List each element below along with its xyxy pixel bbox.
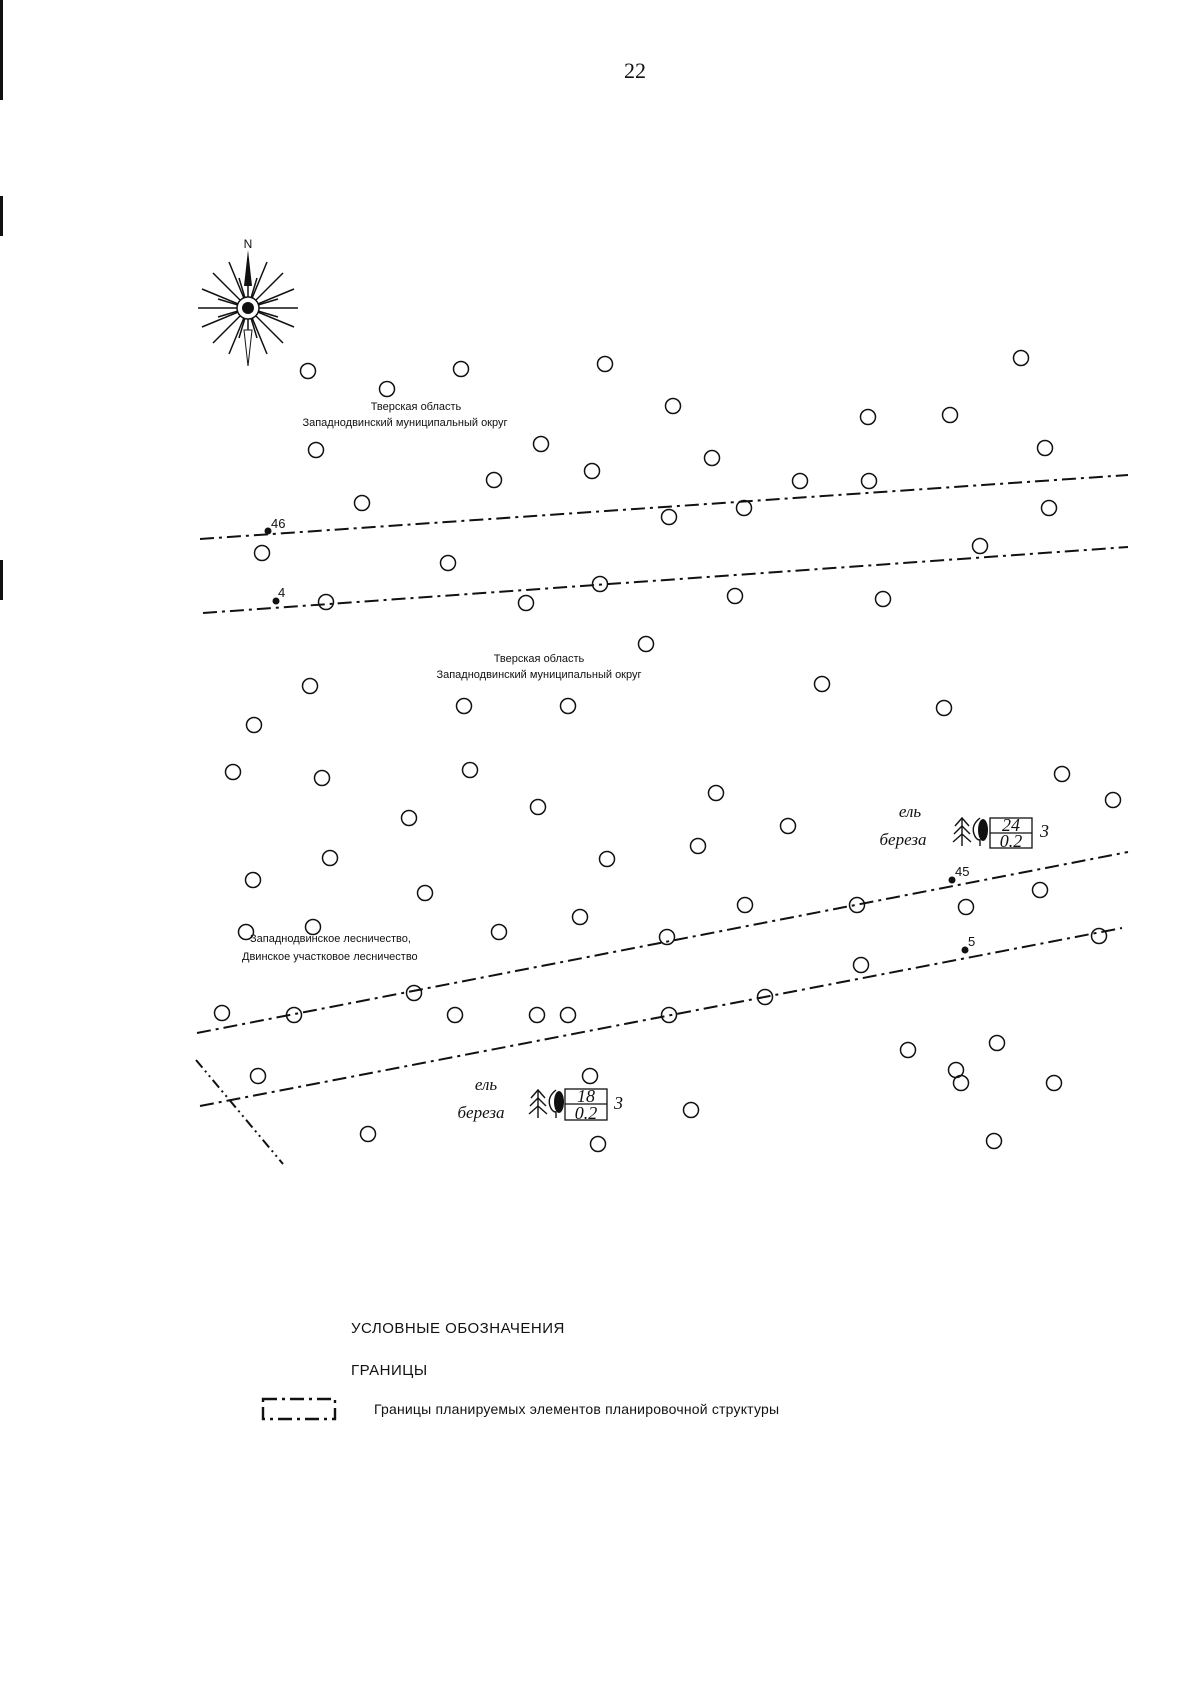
tree-symbol xyxy=(709,786,724,801)
tree-symbol xyxy=(738,898,753,913)
tree-symbol xyxy=(705,451,720,466)
stand-numerator: 24 xyxy=(1002,815,1020,835)
diagonal-boundary xyxy=(196,1060,283,1164)
tree-symbol xyxy=(793,474,808,489)
tree-symbol xyxy=(662,1008,677,1023)
tree-symbol xyxy=(861,410,876,425)
tree-symbol xyxy=(215,1006,230,1021)
conifer-tree-icon xyxy=(529,1090,547,1118)
tree-symbol xyxy=(684,1103,699,1118)
tree-symbol xyxy=(591,1137,606,1152)
tree-symbol xyxy=(1055,767,1070,782)
tree-symbol xyxy=(492,925,507,940)
tree-symbol xyxy=(943,408,958,423)
tree-symbol xyxy=(309,443,324,458)
species-label: ель xyxy=(898,802,922,821)
tree-symbol xyxy=(949,1063,964,1078)
conifer-tree-icon xyxy=(953,818,971,846)
tree-symbol xyxy=(561,1008,576,1023)
tree-symbol xyxy=(239,925,254,940)
tree-symbol xyxy=(1042,501,1057,516)
boundary-line xyxy=(203,547,1128,613)
forest-stand-label xyxy=(879,802,1049,851)
tree-symbol xyxy=(666,399,681,414)
tree-symbol xyxy=(246,873,261,888)
tree-symbol xyxy=(319,595,334,610)
species-label: ель xyxy=(474,1075,498,1094)
tree-symbol xyxy=(301,364,316,379)
tree-symbol xyxy=(530,1008,545,1023)
tree-symbol xyxy=(854,958,869,973)
legend-item xyxy=(260,1396,779,1422)
species-label: береза xyxy=(879,830,927,849)
region-label: Западнодвинский муниципальный округ xyxy=(436,669,642,681)
region-label: Тверская область xyxy=(493,653,585,665)
species-label: береза xyxy=(457,1103,505,1122)
compass-north-label: N xyxy=(243,237,253,251)
forest-stand-label xyxy=(457,1075,623,1123)
point-number: 45 xyxy=(955,864,970,879)
tree-symbol xyxy=(573,910,588,925)
deciduous-tree-icon xyxy=(973,818,988,846)
tree-symbol xyxy=(901,1043,916,1058)
legend-item-label: Границы планируемых элементов планировочной структуры xyxy=(374,1401,780,1417)
tree-symbol xyxy=(418,886,433,901)
tree-symbol xyxy=(1092,929,1107,944)
tree-symbol xyxy=(959,900,974,915)
stand-suffix: 3 xyxy=(614,1093,623,1113)
region-label: Тверская область xyxy=(370,401,462,413)
tree-symbol xyxy=(1047,1076,1062,1091)
stand-numerator: 18 xyxy=(577,1086,595,1106)
tree-symbol xyxy=(1106,793,1121,808)
tree-symbol xyxy=(781,819,796,834)
tree-symbol xyxy=(585,464,600,479)
tree-symbol xyxy=(600,852,615,867)
point-number: 4 xyxy=(278,585,286,600)
tree-symbol xyxy=(303,679,318,694)
point-number: 5 xyxy=(968,934,976,949)
tree-symbol xyxy=(691,839,706,854)
tree-symbol xyxy=(1014,351,1029,366)
tree-symbol xyxy=(323,851,338,866)
tree-symbol xyxy=(987,1134,1002,1149)
tree-symbol xyxy=(407,986,422,1001)
tree-symbol xyxy=(457,699,472,714)
tree-symbol xyxy=(583,1069,598,1084)
tree-symbol xyxy=(1038,441,1053,456)
tree-symbol xyxy=(862,474,877,489)
tree-symbol xyxy=(639,637,654,652)
stand-denominator: 0.2 xyxy=(999,831,1023,851)
tree-symbol xyxy=(815,677,830,692)
stand-suffix: 3 xyxy=(1040,821,1049,841)
tree-symbol xyxy=(737,501,752,516)
tree-symbol xyxy=(226,765,241,780)
region-label: Западнодвинский муниципальный округ xyxy=(302,417,508,429)
tree-symbol xyxy=(251,1069,266,1084)
tree-symbol xyxy=(728,589,743,604)
deciduous-tree-icon xyxy=(549,1090,564,1118)
tree-symbol xyxy=(402,811,417,826)
tree-symbol xyxy=(662,510,677,525)
boundary-legend-symbol xyxy=(260,1396,340,1422)
region-label: Двинское участковое лесничество xyxy=(242,951,418,963)
tree-symbol xyxy=(990,1036,1005,1051)
tree-symbol xyxy=(380,382,395,397)
tree-symbol xyxy=(355,496,370,511)
tree-symbol xyxy=(531,800,546,815)
legend-section-title: ГРАНИЦЫ xyxy=(351,1362,428,1379)
tree-symbol xyxy=(247,718,262,733)
stand-denominator: 0.2 xyxy=(574,1103,598,1123)
tree-symbol xyxy=(255,546,270,561)
legend-title: УСЛОВНЫЕ ОБОЗНАЧЕНИЯ xyxy=(351,1320,565,1337)
tree-symbol xyxy=(598,357,613,372)
tree-symbol xyxy=(937,701,952,716)
tree-symbol xyxy=(448,1008,463,1023)
page-number: 22 xyxy=(624,58,646,83)
tree-symbol xyxy=(487,473,502,488)
tree-symbol xyxy=(534,437,549,452)
tree-symbol xyxy=(441,556,456,571)
tree-symbol xyxy=(561,699,576,714)
tree-symbol xyxy=(876,592,891,607)
tree-symbol xyxy=(315,771,330,786)
tree-symbol xyxy=(361,1127,376,1142)
compass-rose-icon xyxy=(198,237,298,366)
tree-symbol xyxy=(463,763,478,778)
tree-symbol xyxy=(1033,883,1048,898)
point-number: 46 xyxy=(271,516,286,531)
region-label: Западнодвинское лесничество, xyxy=(250,933,411,945)
tree-symbol xyxy=(519,596,534,611)
tree-symbol xyxy=(454,362,469,377)
tree-symbol xyxy=(973,539,988,554)
boundary-line xyxy=(200,475,1128,539)
